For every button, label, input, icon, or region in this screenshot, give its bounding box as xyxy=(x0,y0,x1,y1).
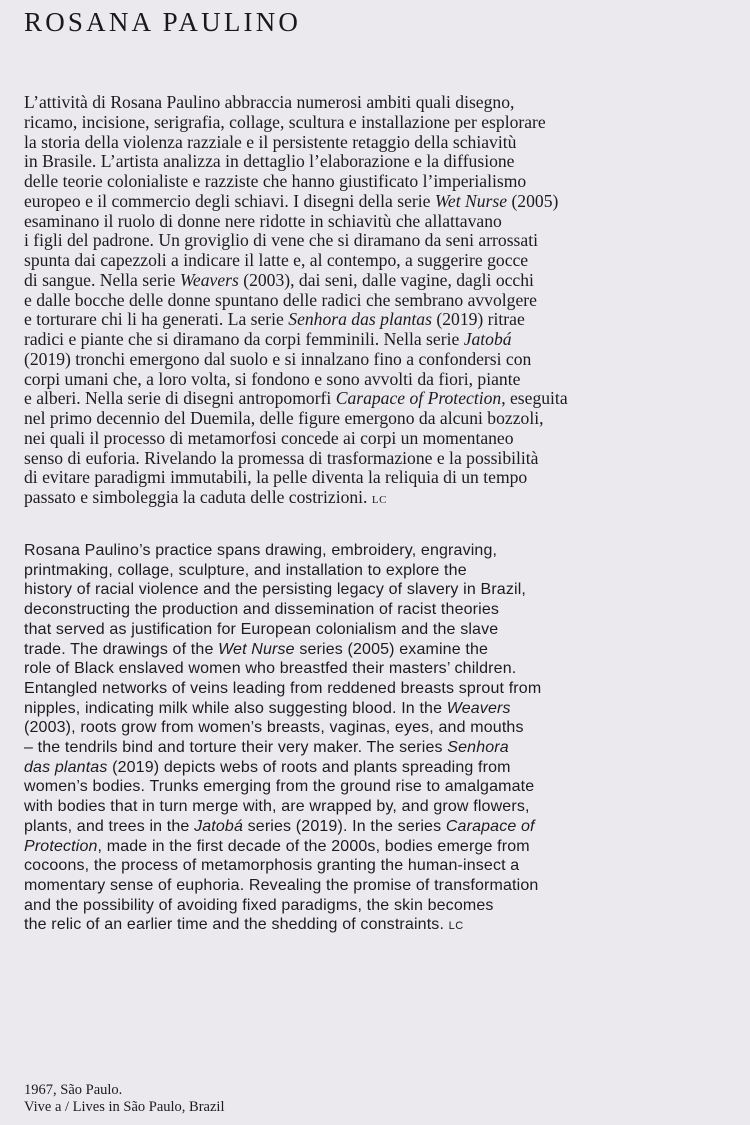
text-segment: deconstructing the production and dissemination of racist theories xyxy=(24,601,500,619)
residence-info: Vive a / Lives in São Paulo, Brazil xyxy=(24,1099,225,1115)
author-initials: LC xyxy=(371,494,387,506)
text-line xyxy=(24,659,744,679)
artwork-title: Carapace of Protection xyxy=(335,388,502,409)
text-segment: women’s bodies. Trunks emerging from the ground rise to amalgamate xyxy=(24,778,535,796)
artwork-title: das plantas xyxy=(24,758,108,776)
text-segment: ricamo, incisione, serigrafia, collage, scultura e installazione per esplorare xyxy=(24,111,546,132)
text-line xyxy=(24,310,744,330)
text-line xyxy=(24,856,744,876)
text-line xyxy=(24,817,744,837)
text-line xyxy=(24,291,744,311)
text-segment: nel primo decennio del Duemila, delle figure emergono da alcuni bozzoli, xyxy=(24,408,544,428)
text-line xyxy=(24,541,744,561)
text-segment: corpi umani che, a loro volta, si fondono e sono avvolti da fiori, piante xyxy=(24,368,521,389)
text-line xyxy=(24,738,744,758)
text-line xyxy=(24,896,744,916)
text-line xyxy=(24,231,744,251)
text-segment: plants, and trees in the xyxy=(24,817,195,835)
text-segment: (2019) ritrae xyxy=(431,309,525,330)
artwork-title: Protection xyxy=(24,837,98,855)
text-line xyxy=(24,640,744,660)
text-line xyxy=(24,758,744,778)
text-segment: (2003), roots grow from women’s breasts, vaginas, eyes, and mouths xyxy=(24,719,524,737)
text-segment: history of racial violence and the persisting legacy of slavery in Brazil, xyxy=(24,581,526,599)
text-line xyxy=(24,113,744,133)
text-line xyxy=(24,271,744,291)
text-segment: in Brasile. L’artista analizza in dettaglio l’elaborazione e la diffusione xyxy=(24,151,515,172)
text-line xyxy=(24,212,744,232)
text-line xyxy=(24,915,744,937)
english-description xyxy=(24,541,744,937)
artwork-title: Jatobá xyxy=(194,817,244,835)
artwork-title: Weavers xyxy=(446,699,511,717)
text-line xyxy=(24,468,744,488)
text-segment: the relic of an earlier time and the shedding of constraints. xyxy=(24,916,449,934)
text-line xyxy=(24,488,744,511)
text-segment: delle teorie colonialiste e razziste che hanno giustificato l’imperialismo xyxy=(24,171,527,191)
text-segment: radici e piante che si diramano da corpi femminili. Nella serie xyxy=(24,329,464,349)
text-segment: nipples, indicating milk while also suggesting blood. In the xyxy=(24,699,447,717)
text-line xyxy=(24,561,744,581)
artist-bio xyxy=(24,1082,224,1116)
artwork-title: Wet Nurse xyxy=(434,190,508,211)
text-line xyxy=(24,699,744,719)
text-line xyxy=(24,172,744,192)
artwork-title: Weavers xyxy=(179,269,239,290)
artwork-title: Wet Nurse xyxy=(218,640,295,658)
text-segment: e dalle bocche delle donne spuntano delle radici che sembrano avvolgere xyxy=(24,289,537,310)
text-line xyxy=(24,330,744,350)
text-line xyxy=(24,370,744,390)
text-segment: (2003), dai seni, dalle vagine, dagli occhi xyxy=(238,269,534,290)
text-line xyxy=(24,350,744,370)
text-segment: momentary sense of euphoria. Revealing the promise of transformation xyxy=(24,876,539,894)
text-line xyxy=(24,620,744,640)
text-segment: role of Black enslaved women who breastfed their masters’ children. xyxy=(24,660,517,678)
text-segment: and the possibility of avoiding fixed paradigms, the skin becomes xyxy=(24,896,494,914)
text-segment: that served as justification for European colonialism and the slave xyxy=(24,620,499,638)
artwork-title: Senhora xyxy=(447,739,509,757)
artwork-title: Carapace of xyxy=(445,817,535,835)
text-segment: trade. The drawings of the xyxy=(24,640,219,658)
text-segment: esaminano il ruolo di donne nere ridotte in schiavitù che allattavano xyxy=(24,210,502,231)
text-line xyxy=(24,679,744,699)
text-segment: with bodies that in turn merge with, are wrapped by, and grow flowers, xyxy=(24,798,530,816)
text-segment: series (2019). In the series xyxy=(243,817,446,835)
text-segment: europeo e il commercio degli schiavi. I disegni della serie xyxy=(24,190,435,211)
text-line xyxy=(24,251,744,271)
text-line xyxy=(24,718,744,738)
text-segment: spunta dai capezzoli a indicare il latte e, al contempo, a suggerire gocce xyxy=(24,250,529,270)
artist-name-title: ROSANA PAULINO xyxy=(24,7,302,37)
author-initials: LC xyxy=(448,920,464,933)
text-line xyxy=(24,777,744,797)
text-segment: la storia della violenza razziale e il persistente retaggio della schiavitù xyxy=(24,131,517,152)
text-line xyxy=(24,409,744,429)
text-line xyxy=(24,133,744,153)
text-line xyxy=(24,876,744,896)
text-line xyxy=(24,449,744,469)
text-line xyxy=(24,837,744,857)
text-segment: Entangled networks of veins leading from reddened breasts sprout from xyxy=(24,679,542,697)
artwork-title: Senhora das plantas xyxy=(288,309,432,330)
text-segment: – the tendrils bind and torture their very maker. The series xyxy=(24,739,448,757)
birth-info: 1967, São Paulo. xyxy=(24,1082,123,1098)
text-line xyxy=(24,797,744,817)
text-line xyxy=(24,429,744,449)
text-segment: cocoons, the process of metamorphosis granting the human-insect a xyxy=(24,857,520,875)
text-segment: nei quali il processo di metamorfosi concede ai corpi un momentaneo xyxy=(24,427,514,448)
text-segment: , made in the first decade of the 2000s, bodies emerge from xyxy=(97,837,530,855)
text-segment: printmaking, collage, sculpture, and installation to explore the xyxy=(24,561,467,579)
text-line xyxy=(24,600,744,620)
text-segment: L’attività di Rosana Paulino abbraccia numerosi ambiti quali disegno, xyxy=(24,92,515,112)
text-line xyxy=(24,93,744,113)
text-segment: e torturare chi li ha generati. La serie xyxy=(24,309,289,330)
text-segment: di sangue. Nella serie xyxy=(24,269,180,290)
text-segment: (2019) tronchi emergono dal suolo e si innalzano fino a confondersi con xyxy=(24,348,532,369)
text-line xyxy=(24,580,744,600)
text-segment: Rosana Paulino’s practice spans drawing, embroidery, engraving, xyxy=(24,542,498,559)
italian-description xyxy=(24,93,744,511)
text-segment: passato e simboleggia la caduta delle costrizioni. xyxy=(24,487,372,507)
text-segment: (2005) xyxy=(507,190,559,211)
text-line xyxy=(24,152,744,172)
text-segment: , eseguita xyxy=(501,388,568,409)
text-segment: di evitare paradigmi immutabili, la pelle diventa la reliquia di un tempo xyxy=(24,467,528,488)
text-segment: (2019) depicts webs of roots and plants spreading from xyxy=(107,758,511,776)
text-segment: series (2005) examine the xyxy=(294,640,489,658)
artwork-title: Jatobá xyxy=(463,329,512,349)
text-segment: senso di euforia. Rivelando la promessa di trasformazione e la possibilità xyxy=(24,447,539,468)
text-segment: i figli del padrone. Un groviglio di vene che si diramano da seni arrossati xyxy=(24,230,538,251)
text-line xyxy=(24,192,744,212)
text-line xyxy=(24,389,744,409)
text-segment: e alberi. Nella serie di disegni antropomorfi xyxy=(24,388,336,409)
